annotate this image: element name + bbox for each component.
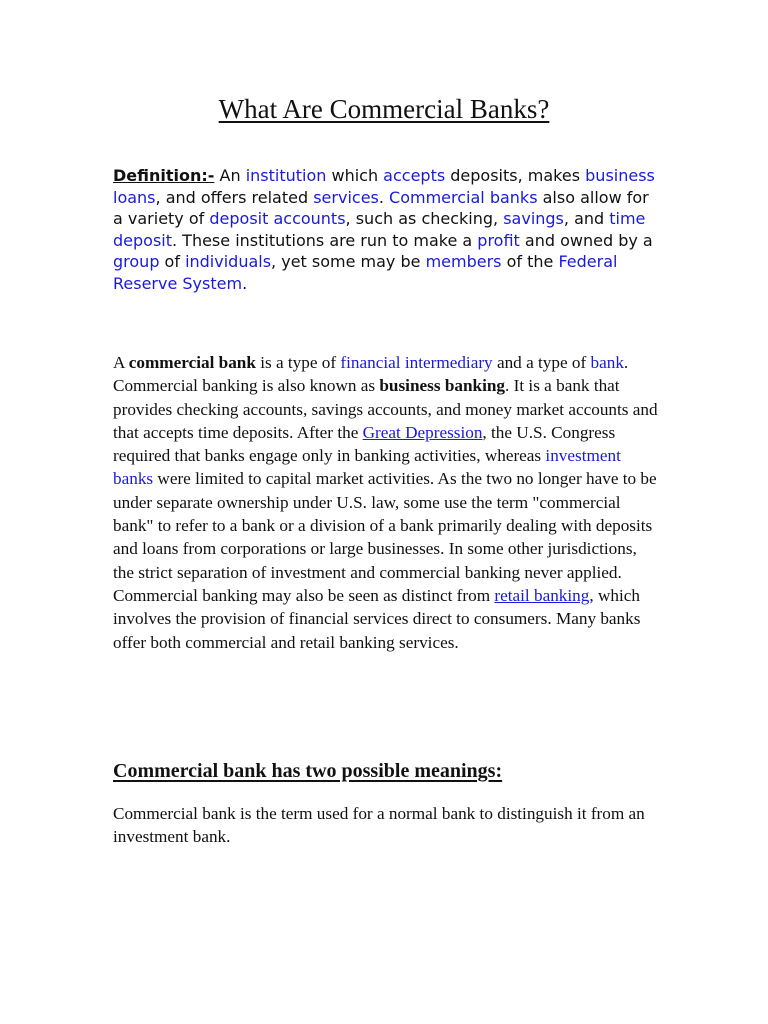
- definition-text-run: . These institutions are run to make a: [172, 230, 478, 250]
- definition-link[interactable]: deposit accounts: [209, 209, 346, 228]
- body-text-run: A: [113, 353, 129, 372]
- body-link[interactable]: retail banking: [494, 585, 590, 605]
- definition-link[interactable]: institution: [245, 166, 327, 185]
- definition-link[interactable]: Federal Reserve System: [113, 252, 618, 293]
- definition-text-run: .: [378, 187, 390, 207]
- bold-term: business banking: [379, 376, 506, 396]
- definition-text-run: of the: [501, 252, 559, 271]
- bold-term: commercial bank: [128, 353, 256, 372]
- body-link[interactable]: financial intermediary: [340, 353, 493, 372]
- definition-link[interactable]: group: [113, 252, 160, 271]
- definition-link[interactable]: savings: [503, 209, 564, 228]
- definition-text-run: .: [242, 273, 248, 293]
- definition-text-run: and owned by a: [519, 230, 653, 250]
- body-link[interactable]: investment banks: [113, 446, 621, 489]
- definition-text-run: , such as checking,: [345, 209, 504, 228]
- definition-link[interactable]: accepts: [383, 166, 446, 185]
- definition-link[interactable]: time deposit: [113, 209, 646, 250]
- closing-paragraph: Commercial bank is the term used for a normal bank to distinguish it from an investment bank.: [113, 804, 645, 847]
- definition-link[interactable]: profit: [477, 230, 520, 250]
- definition-text-run: of: [159, 252, 186, 271]
- definition-link[interactable]: individuals: [185, 252, 272, 271]
- definition-text-run: , and offers related: [155, 187, 314, 207]
- body-text-run: , which involves the provision of financial services direct to consumers. Many banks offer both commercial and retail banking services.: [113, 585, 641, 652]
- body-link[interactable]: bank: [590, 353, 624, 372]
- definition-label: Definition:-: [113, 166, 215, 185]
- body-paragraph: [113, 351, 661, 654]
- definition-link[interactable]: services: [313, 187, 379, 207]
- definition-link[interactable]: Commercial banks: [389, 187, 538, 207]
- body-text-run: . Commercial banking is also known as: [113, 353, 629, 396]
- definition-paragraph: [113, 165, 661, 294]
- body-text-run: were limited to capital market activities. As the two no longer have to be under separate ownership under U.S. law, some use the term "commercial bank" to refer to a bank or a division of a bank primarily dealing with deposits and loans from corporations or large businesses. In some other jurisdictions, the strict separation of investment and commercial banking never applied. Commercial banking may also be seen as distinct from: [113, 469, 657, 605]
- body-link[interactable]: Great Depression: [362, 422, 483, 442]
- definition-text-run: which: [326, 166, 384, 185]
- definition-text-run: also allow for a variety of: [113, 187, 649, 228]
- definition-link[interactable]: members: [425, 252, 502, 271]
- body-text-run: and a type of: [492, 353, 591, 372]
- definition-text-run: deposits, makes: [445, 166, 586, 185]
- section-heading: Commercial bank has two possible meanings:: [113, 760, 503, 782]
- definition-link[interactable]: business loans: [113, 166, 655, 207]
- document-title-text: What Are Commercial Banks?: [218, 94, 550, 124]
- definition-text-run: , and: [563, 209, 610, 228]
- body-text-run: is a type of: [255, 353, 341, 372]
- body-text-run: , the U.S. Congress required that banks engage only in banking activities, whereas: [113, 422, 616, 466]
- document-title: [0, 92, 768, 126]
- body-text-run: . It is a bank that provides checking accounts, savings accounts, and money market accounts and that accepts time deposits. After the: [113, 376, 658, 442]
- definition-text-run: , yet some may be: [271, 252, 426, 271]
- definition-text-run: An: [214, 166, 246, 185]
